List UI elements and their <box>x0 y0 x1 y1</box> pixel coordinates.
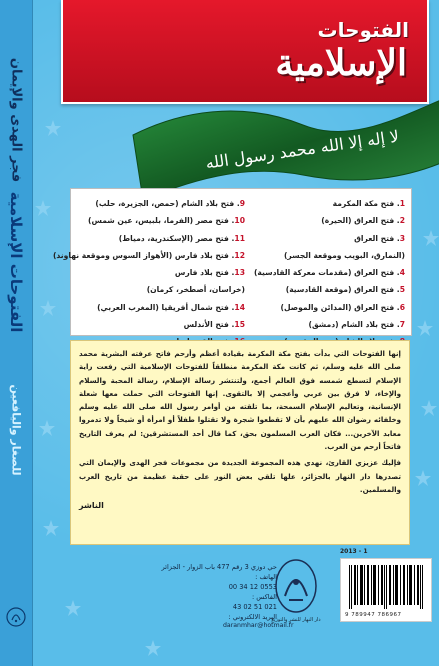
contents-item <box>235 264 405 281</box>
publisher-email: daranmhar@hotmail.fr <box>223 622 294 629</box>
contents-item-title: . فتح الأندلس <box>183 320 235 330</box>
publisher-phone-label: الهاتف : <box>255 573 277 581</box>
contents-item-title: . فتح العراق (الحيرة) <box>321 216 400 226</box>
contents-item-number: 3 <box>399 233 405 243</box>
contents-item-title: . فتح بلاد الشام (حمص، الجزيرة، حلب) <box>95 199 240 208</box>
contents-item-number: 15 <box>234 320 245 330</box>
isbn-number: 9 789947 786967 <box>345 612 402 618</box>
contents-item-number: 13 <box>234 268 245 278</box>
contents-item-title: . فتح شمال أفريقيا (المغرب العربي) <box>97 302 235 312</box>
publisher-address: حي دوزي 3 رقم 477 باب الزوار - الجزائر <box>161 563 277 571</box>
contents-item <box>75 264 245 281</box>
contents-item-title: . فتح بلاد فارس (الأهواز السوس وموقعة نهاوند) <box>52 250 235 260</box>
contents-item-title: . فتح مكة المكرمة <box>332 199 400 208</box>
contents-item <box>75 316 245 333</box>
contents-item-title: (النمارق، البويب وموقعة الجسر) <box>283 250 405 260</box>
back-cover <box>33 0 439 666</box>
green-flag-illustration <box>103 75 439 205</box>
description-panel <box>70 340 410 545</box>
title-line-2: الإسلامية <box>275 42 407 84</box>
spine-book-title: الفتوحات الإسلامية <box>7 191 25 333</box>
contents-item-title: . فتح مصر (الإسكندرية، دمياط) <box>118 233 235 243</box>
publisher-info <box>161 562 277 622</box>
contents-item-number: 11 <box>234 233 245 243</box>
contents-item <box>235 230 405 247</box>
contents-item-number: 12 <box>234 250 245 260</box>
contents-item-number: 6 <box>399 302 405 312</box>
publisher-email-label: البريد الالكتروني : <box>228 613 277 621</box>
contents-item <box>75 195 245 212</box>
contents-item-title: . فتح مصر (الفرما، بلبيس، عين شمس) <box>88 216 235 226</box>
contents-item <box>235 247 405 264</box>
contents-item <box>75 299 245 316</box>
contents-item <box>75 281 245 298</box>
contents-item-number: 10 <box>234 216 245 226</box>
contents-item <box>235 212 405 229</box>
contents-item <box>235 299 405 316</box>
contents-column-left <box>52 195 245 351</box>
contents-item <box>75 230 245 247</box>
contents-item <box>235 281 405 298</box>
edition-label: 2013 - 1 <box>340 548 368 555</box>
contents-item-title: . فتح بلاد الشام (دمشق) <box>308 320 400 330</box>
flag-inscription: لا إله إلا الله محمد رسول الله <box>204 126 401 173</box>
book-spine <box>0 0 33 666</box>
description-paragraph-1: إنها الفتوحات التي بدأت بفتح مكة المكرمة بقيادة أعظم وأرحم فاتح عرفته البشرية محمد صلى الله عليه وسلم، ثم كانت مكة المكرمة منطلقاً للفتوحات الإسلامية التي رفعت راية الإسلام لتسطع شمسه فوق العالم أجمع، ولتنتشر رسالة الإسلام، رسالة المحبة والسلام والإخاء، لا فرق بين عربي وأعجمي إلا بالتقوى. إنها الفتوحات التي حملت معها شعلة الإنسانية، وتعاليم الإسلام السمحة، بما تلقته من أوامر رسول الله صلى الله عليه وسلم وخلفائه رضوان الله عليهم بأن لا تقطعوا شجرة ولا تقتلوا طفلاً أو امرأة أو شيخاً ولا تدمروا معابد الآخرين... فكان العرب المسلمون بحق، كما قال أحد المستشرقين: لم يعرف التاريخ فاتحاً أرحم من العرب. <box>79 349 401 452</box>
contents-column-right <box>235 195 405 351</box>
contents-item-title: . فتح العراق (مقدمات معركة القادسية) <box>253 268 400 278</box>
title-line-1: الفتوحات <box>317 18 409 42</box>
contents-item-title: . فتح بلاد فارس <box>174 268 235 278</box>
contents-item-number: 1 <box>399 199 405 208</box>
contents-item <box>235 316 405 333</box>
contents-item <box>52 247 245 264</box>
spine-series-title: فجر الهدى والإيمان <box>8 57 24 183</box>
publisher-logo-caption: دار النهار للنشر والتوزيع <box>271 617 321 623</box>
barcode-bars <box>347 565 425 609</box>
contents-item-title: . فتح العراق (موقعة القادسية) <box>285 285 400 295</box>
publisher-phone: 0553 12 34 00 <box>228 583 277 591</box>
contents-item-title: (خراسان، أصطخر، كرمان) <box>146 285 245 295</box>
contents-item-number: 4 <box>399 268 405 278</box>
contents-item-title: . فتح العراق (المدائن والموصل) <box>280 302 400 312</box>
contents-item <box>75 212 245 229</box>
contents-item-number: 5 <box>399 285 405 295</box>
contents-item <box>235 195 405 212</box>
contents-item-number: 14 <box>234 302 245 312</box>
contents-item-number: 7 <box>399 320 405 330</box>
contents-item-number: 2 <box>399 216 405 226</box>
publisher-logo-icon <box>273 556 319 616</box>
publisher-fax-label: الفاكس : <box>251 593 277 601</box>
contents-item-number: 9 <box>239 199 245 208</box>
spine-audience: للصغار واليافعين <box>9 384 23 476</box>
description-paragraph-2: فإليك عزيزي القارئ، نهدي هذه المجموعة الجديدة من مجموعات فجر الهدى والإيمان التي تصدرها دار النهار بالجزائر، علها تلقي بعض النور على حقبة عظيمة من تاريخ العرب والمسلمين. <box>79 458 401 494</box>
publisher-signature: الناشر <box>79 501 104 511</box>
publisher-fax: 021 51 02 43 <box>232 603 277 611</box>
contents-list <box>52 188 412 336</box>
contents-item-title: . فتح العراق <box>354 233 400 243</box>
publisher-logo-icon <box>5 606 27 628</box>
